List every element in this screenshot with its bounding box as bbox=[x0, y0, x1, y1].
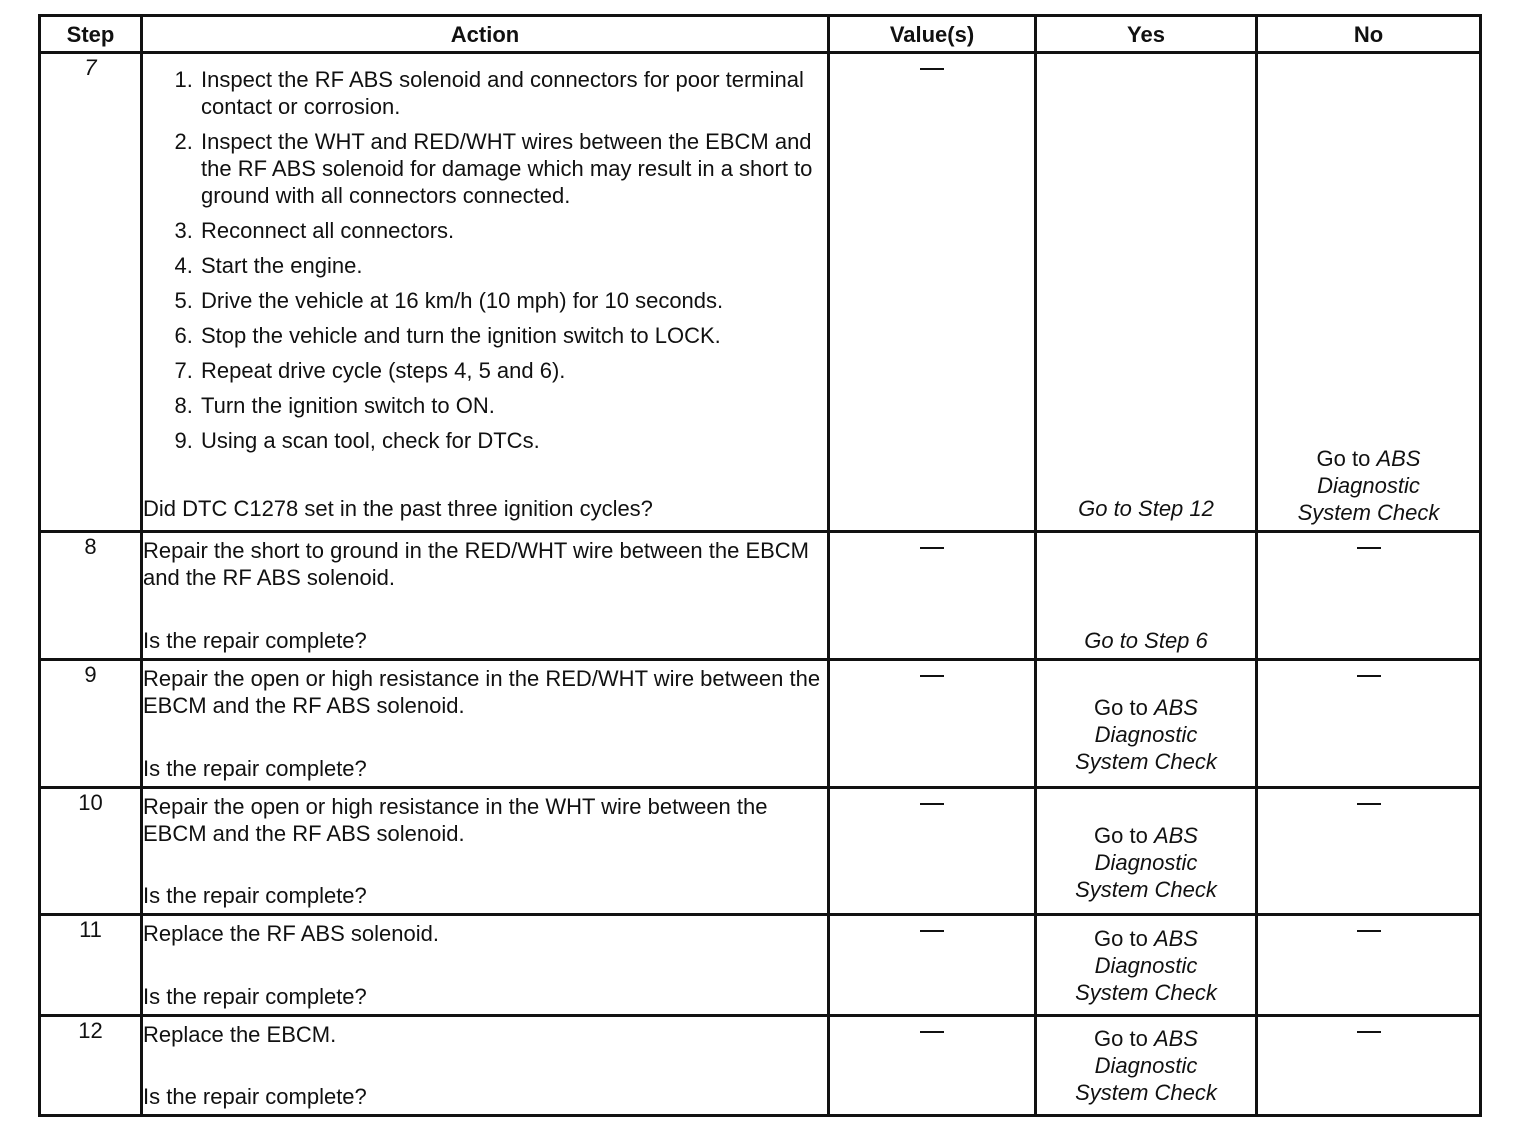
question: Is the repair complete? bbox=[143, 984, 367, 1009]
value-cell bbox=[829, 788, 1036, 915]
no-cell bbox=[1257, 660, 1481, 788]
action-text: Repair the open or high resistance in the WHT wire between the EBCM and the RF ABS solenoid. bbox=[143, 794, 768, 846]
dash bbox=[920, 547, 944, 549]
yes-cell bbox=[1036, 788, 1257, 915]
list-item: 6. Stop the vehicle and turn the ignition switch to LOCK. bbox=[199, 322, 827, 349]
no-cell bbox=[1257, 788, 1481, 915]
yes-target: Go to Step 12 bbox=[1078, 496, 1214, 521]
list-item: 2. Inspect the WHT and RED/WHT wires between the EBCM and the RF ABS solenoid for damage which may result in a short to ground with all connectors connected. bbox=[199, 128, 827, 209]
dash bbox=[1357, 547, 1381, 549]
action-cell bbox=[142, 1016, 829, 1116]
yes-cell bbox=[1036, 660, 1257, 788]
list-item: 3. Reconnect all connectors. bbox=[199, 217, 827, 244]
header-no: No bbox=[1257, 16, 1481, 53]
no-cell bbox=[1257, 532, 1481, 660]
question: Is the repair complete? bbox=[143, 883, 367, 908]
header-yes: Yes bbox=[1036, 16, 1257, 53]
question: Is the repair complete? bbox=[143, 628, 367, 653]
yes-target: Go to Step 6 bbox=[1084, 628, 1208, 653]
list-item: 4. Start the engine. bbox=[199, 252, 827, 279]
header-action: Action bbox=[142, 16, 829, 53]
no-target: Go to ABS Diagnostic System Check bbox=[1297, 446, 1440, 525]
procedure-list bbox=[143, 66, 827, 462]
step-number: 12 bbox=[40, 1016, 142, 1116]
question: Did DTC C1278 set in the past three ignition cycles? bbox=[143, 496, 653, 521]
yes-cell bbox=[1036, 1016, 1257, 1116]
header-values: Value(s) bbox=[829, 16, 1036, 53]
dash bbox=[1357, 675, 1381, 677]
dash bbox=[920, 68, 944, 70]
table-row bbox=[40, 915, 1481, 1016]
table-row bbox=[40, 660, 1481, 788]
value-cell bbox=[829, 53, 1036, 532]
action-cell bbox=[142, 788, 829, 915]
action-text: Replace the RF ABS solenoid. bbox=[143, 921, 439, 946]
action-cell bbox=[142, 53, 829, 532]
diagnostic-table bbox=[38, 14, 1482, 1117]
step-number: 8 bbox=[40, 532, 142, 660]
yes-cell bbox=[1036, 915, 1257, 1016]
yes-target: Go to ABS Diagnostic System Check bbox=[1075, 695, 1217, 774]
value-cell bbox=[829, 915, 1036, 1016]
no-cell bbox=[1257, 53, 1481, 532]
question: Is the repair complete? bbox=[143, 756, 367, 781]
action-cell bbox=[142, 915, 829, 1016]
action-text: Repair the short to ground in the RED/WHT wire between the EBCM and the RF ABS solenoid. bbox=[143, 538, 810, 590]
yes-target: Go to ABS Diagnostic System Check bbox=[1075, 1026, 1217, 1105]
no-cell bbox=[1257, 915, 1481, 1016]
action-cell bbox=[142, 532, 829, 660]
dash bbox=[1357, 803, 1381, 805]
step-number: 9 bbox=[40, 660, 142, 788]
no-cell bbox=[1257, 1016, 1481, 1116]
step-number: 7 bbox=[40, 53, 142, 532]
value-cell bbox=[829, 660, 1036, 788]
table-row bbox=[40, 788, 1481, 915]
action-text: Replace the EBCM. bbox=[143, 1022, 337, 1047]
yes-target: Go to ABS Diagnostic System Check bbox=[1075, 925, 1217, 1005]
list-item: 1. Inspect the RF ABS solenoid and connectors for poor terminal contact or corrosion. bbox=[199, 66, 827, 120]
list-item: 9. Using a scan tool, check for DTCs. bbox=[199, 427, 827, 454]
action-cell bbox=[142, 660, 829, 788]
dash bbox=[920, 930, 944, 932]
yes-target: Go to ABS Diagnostic System Check bbox=[1075, 822, 1217, 902]
step-number: 10 bbox=[40, 788, 142, 915]
action-text: Repair the open or high resistance in the RED/WHT wire between the EBCM and the RF ABS solenoid. bbox=[143, 666, 821, 718]
dash bbox=[920, 1031, 944, 1033]
dash bbox=[920, 803, 944, 805]
question: Is the repair complete? bbox=[143, 1084, 367, 1109]
header-row bbox=[40, 16, 1481, 53]
header-step: Step bbox=[40, 16, 142, 53]
table-row bbox=[40, 1016, 1481, 1116]
table-row bbox=[40, 532, 1481, 660]
table-row bbox=[40, 53, 1481, 532]
dash bbox=[1357, 930, 1381, 932]
value-cell bbox=[829, 1016, 1036, 1116]
yes-cell bbox=[1036, 53, 1257, 532]
list-item: 8. Turn the ignition switch to ON. bbox=[199, 392, 827, 419]
list-item: 5. Drive the vehicle at 16 km/h (10 mph) for 10 seconds. bbox=[199, 287, 827, 314]
dash bbox=[1357, 1031, 1381, 1033]
yes-cell bbox=[1036, 532, 1257, 660]
list-item: 7. Repeat drive cycle (steps 4, 5 and 6). bbox=[199, 357, 827, 384]
dash bbox=[920, 675, 944, 677]
value-cell bbox=[829, 532, 1036, 660]
step-number: 11 bbox=[40, 915, 142, 1016]
